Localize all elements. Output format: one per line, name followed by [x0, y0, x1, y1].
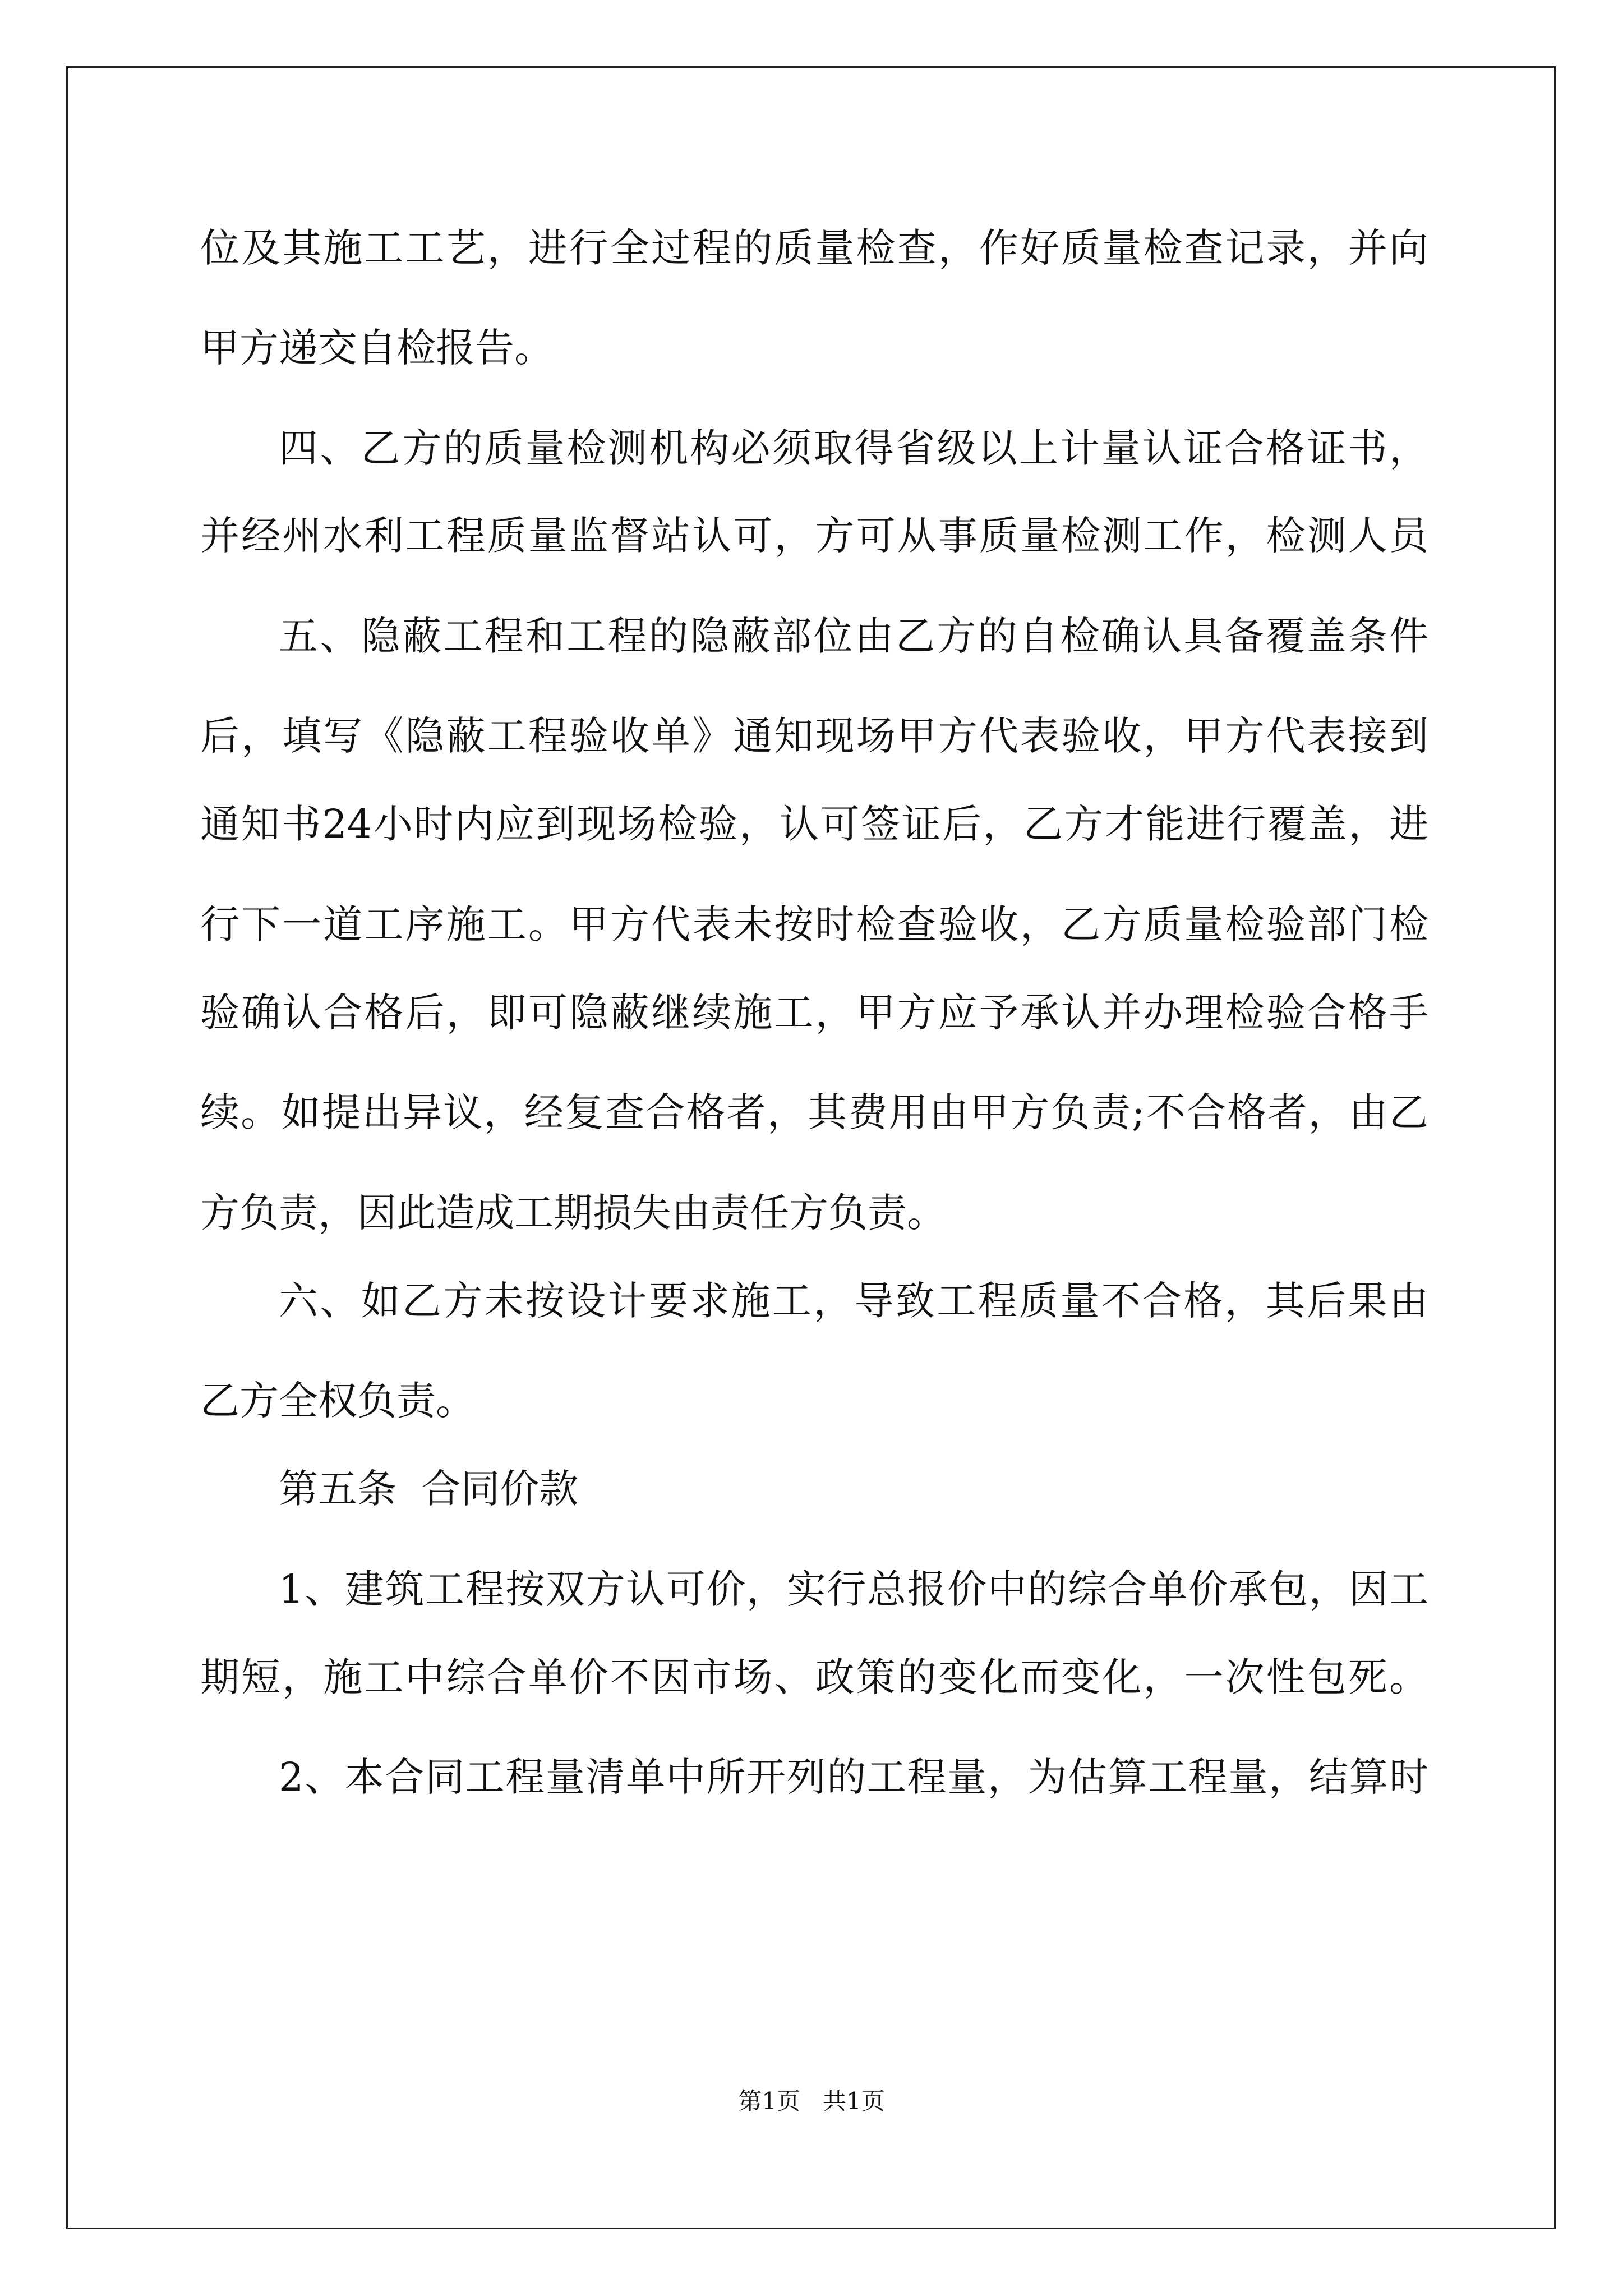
body-text-line: 期短，施工中综合单价不因市场、政策的变化而变化，一次性包死。 [200, 1654, 1428, 1700]
body-text-line: 2、本合同工程量清单中所开列的工程量，为估算工程量，结算时 [279, 1754, 1428, 1800]
body-text-line: 续。如提出异议，经复查合格者，其费用由甲方负责;不合格者，由乙 [200, 1089, 1428, 1135]
body-text-line: 行下一道工序施工。甲方代表未按时检查验收，乙方质量检验部门检 [200, 901, 1428, 947]
body-text-line: 位及其施工工艺，进行全过程的质量检查，作好质量检查记录，并向 [200, 225, 1428, 271]
page-border [66, 66, 1556, 2229]
page-footer: 第1页 共1页 [738, 2087, 885, 2115]
section-heading: 第五条 合同价款 [279, 1466, 579, 1512]
body-text-line: 四、乙方的质量检测机构必须取得省级以上计量认证合格证书， [279, 425, 1428, 471]
body-text-line: 五、隐蔽工程和工程的隐蔽部位由乙方的自检确认具备覆盖条件 [279, 613, 1428, 659]
body-text-line: 1、建筑工程按双方认可价，实行总报价中的综合单价承包，因工 [279, 1566, 1428, 1612]
body-text-line: 验确认合格后，即可隐蔽继续施工，甲方应予承认并办理检验合格手 [200, 990, 1428, 1036]
body-text-line: 乙方全权负责。 [200, 1378, 475, 1424]
body-text-line: 后，填写《隐蔽工程验收单》通知现场甲方代表验收，甲方代表接到 [200, 713, 1428, 759]
body-text-line: 六、如乙方未按设计要求施工，导致工程质量不合格，其后果由 [279, 1278, 1428, 1324]
body-text-line: 甲方递交自检报告。 [200, 325, 554, 371]
body-text-line: 并经州水利工程质量监督站认可，方可从事质量检测工作，检测人员 [200, 513, 1428, 559]
body-text-line: 方负责，因此造成工期损失由责任方负责。 [200, 1190, 946, 1236]
body-text-line: 通知书24小时内应到现场检验，认可签证后，乙方才能进行覆盖，进 [200, 801, 1428, 847]
